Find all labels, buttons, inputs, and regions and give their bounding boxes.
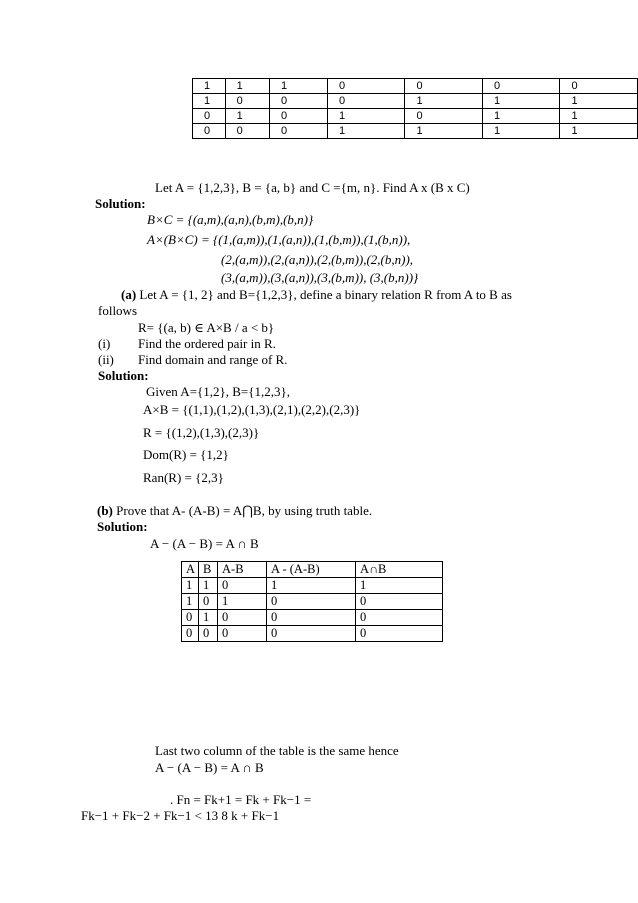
table-cell: 0 bbox=[356, 594, 443, 610]
table-cell: 1 bbox=[225, 79, 269, 94]
table-cell: 0 bbox=[269, 94, 327, 109]
table-cell: 0 bbox=[269, 109, 327, 124]
fib-line2: Fk−1 + Fk−2 + Fk−1 < 13 8 k + Fk−1 bbox=[81, 808, 280, 823]
q2a-item2-num: (ii) bbox=[98, 352, 114, 367]
table-cell: 0 bbox=[218, 610, 267, 626]
table-row bbox=[182, 578, 443, 594]
table-cell: 1 bbox=[267, 578, 356, 594]
q2b-solution-label: Solution: bbox=[97, 519, 148, 534]
table-cell: 1 bbox=[199, 578, 218, 594]
q2a-relation: R= {(a, b) ∈ A×B / a < b} bbox=[138, 320, 275, 335]
q1-axbxc-line2: (2,(a,m)),(2,(a,n)),(2,(b,m)),(2,(b,n)), bbox=[221, 252, 414, 267]
table-cell: 0 bbox=[482, 79, 560, 94]
truth-table-2 bbox=[181, 561, 443, 642]
table-cell: 0 bbox=[405, 79, 483, 94]
column-header: A - (A-B) bbox=[267, 562, 356, 578]
q1-bxc: B×C = {(a,m),(a,n),(b,m),(b,n)} bbox=[147, 212, 314, 227]
table-cell: 1 bbox=[560, 94, 638, 109]
table-cell: 1 bbox=[560, 124, 638, 139]
q2a-statement-line2: follows bbox=[98, 303, 137, 318]
q2a-ran: Ran(R) = {2,3} bbox=[143, 470, 224, 485]
table-cell: 0 bbox=[267, 610, 356, 626]
table-cell: 1 bbox=[182, 578, 199, 594]
table-cell: 1 bbox=[482, 124, 560, 139]
table-cell: 1 bbox=[225, 109, 269, 124]
q1-statement: Let A = {1,2,3}, B = {a, b} and C ={m, n}. Find A x (B x C) bbox=[155, 180, 470, 195]
q2a-item1-num: (i) bbox=[98, 336, 111, 351]
column-header: A-B bbox=[218, 562, 267, 578]
table-row bbox=[182, 626, 443, 642]
table-cell: 1 bbox=[218, 594, 267, 610]
q2b-conclusion-eq: A − (A − B) = A ∩ B bbox=[155, 760, 264, 775]
table-row bbox=[182, 610, 443, 626]
table-cell: 1 bbox=[269, 79, 327, 94]
q2b-statement bbox=[97, 504, 372, 519]
q2a-given: Given A={1,2}, B={1,2,3}, bbox=[146, 384, 290, 399]
table-row bbox=[193, 124, 638, 139]
table-cell: 0 bbox=[193, 124, 226, 139]
table-row bbox=[193, 79, 638, 94]
table-cell: 0 bbox=[267, 594, 356, 610]
table-cell: 0 bbox=[269, 124, 327, 139]
q2b-label: (b) bbox=[97, 503, 113, 518]
q2a-axb: A×B = {(1,1),(1,2),(1,3),(2,1),(2,2),(2,3)} bbox=[143, 402, 361, 417]
q2a-label: (a) bbox=[121, 287, 137, 302]
table-cell: 1 bbox=[193, 79, 226, 94]
q2a-dom: Dom(R) = {1,2} bbox=[143, 447, 229, 462]
column-header: A∩B bbox=[356, 562, 443, 578]
table-cell: 1 bbox=[327, 124, 405, 139]
table-cell: 1 bbox=[405, 124, 483, 139]
table-cell: 0 bbox=[405, 109, 483, 124]
truth-table-1 bbox=[192, 78, 638, 139]
table-cell: 0 bbox=[182, 626, 199, 642]
table-cell: 0 bbox=[356, 610, 443, 626]
table-cell: 0 bbox=[182, 610, 199, 626]
table-cell: 0 bbox=[225, 124, 269, 139]
table-cell: 1 bbox=[482, 109, 560, 124]
table-cell: 1 bbox=[327, 109, 405, 124]
table-cell: 1 bbox=[482, 94, 560, 109]
table-row bbox=[193, 109, 638, 124]
table-cell: 0 bbox=[327, 79, 405, 94]
q2a-solution-label: Solution: bbox=[98, 368, 149, 383]
column-header: A bbox=[182, 562, 199, 578]
q2b-statement-text: Prove that A- (A-B) = A⋂B, by using truth table. bbox=[112, 503, 373, 518]
table-cell: 0 bbox=[327, 94, 405, 109]
column-header: B bbox=[199, 562, 218, 578]
table-cell: 0 bbox=[218, 626, 267, 642]
q1-solution-label: Solution: bbox=[95, 196, 146, 211]
q2a-item1-text: Find the ordered pair in R. bbox=[138, 336, 276, 351]
table-cell: 1 bbox=[182, 594, 199, 610]
table-row bbox=[193, 94, 638, 109]
table-cell: 1 bbox=[405, 94, 483, 109]
table-cell: 0 bbox=[267, 626, 356, 642]
table-row bbox=[182, 594, 443, 610]
table-header-row bbox=[182, 562, 443, 578]
table-cell: 1 bbox=[560, 109, 638, 124]
q2b-conclusion: Last two column of the table is the same hence bbox=[155, 743, 399, 758]
table-cell: 0 bbox=[225, 94, 269, 109]
table-cell: 1 bbox=[199, 610, 218, 626]
table-cell: 1 bbox=[356, 578, 443, 594]
q1-axbxc-line3: (3,(a,m)),(3,(a,n)),(3,(b,m)), (3,(b,n))} bbox=[221, 270, 419, 285]
q2a-statement-line1 bbox=[121, 288, 512, 303]
table-cell: 1 bbox=[193, 94, 226, 109]
table-cell: 0 bbox=[199, 626, 218, 642]
q1-axbxc-line1: A×(B×C) = {(1,(a,m)),(1,(a,n)),(1,(b,m)),(1,(b,n)), bbox=[147, 232, 411, 247]
table-cell: 0 bbox=[218, 578, 267, 594]
table-cell: 0 bbox=[356, 626, 443, 642]
fib-line1: . Fn = Fk+1 = Fk + Fk−1 = bbox=[170, 792, 312, 807]
table-cell: 0 bbox=[199, 594, 218, 610]
q2a-r: R = {(1,2),(1,3),(2,3)} bbox=[143, 425, 260, 440]
table-cell: 0 bbox=[193, 109, 226, 124]
q2a-statement-text: Let A = {1, 2} and B={1,2,3}, define a binary relation R from A to B as bbox=[136, 287, 512, 302]
q2b-identity: A − (A − B) = A ∩ B bbox=[150, 536, 259, 551]
q2a-item2-text: Find domain and range of R. bbox=[138, 352, 288, 367]
table-cell: 0 bbox=[560, 79, 638, 94]
